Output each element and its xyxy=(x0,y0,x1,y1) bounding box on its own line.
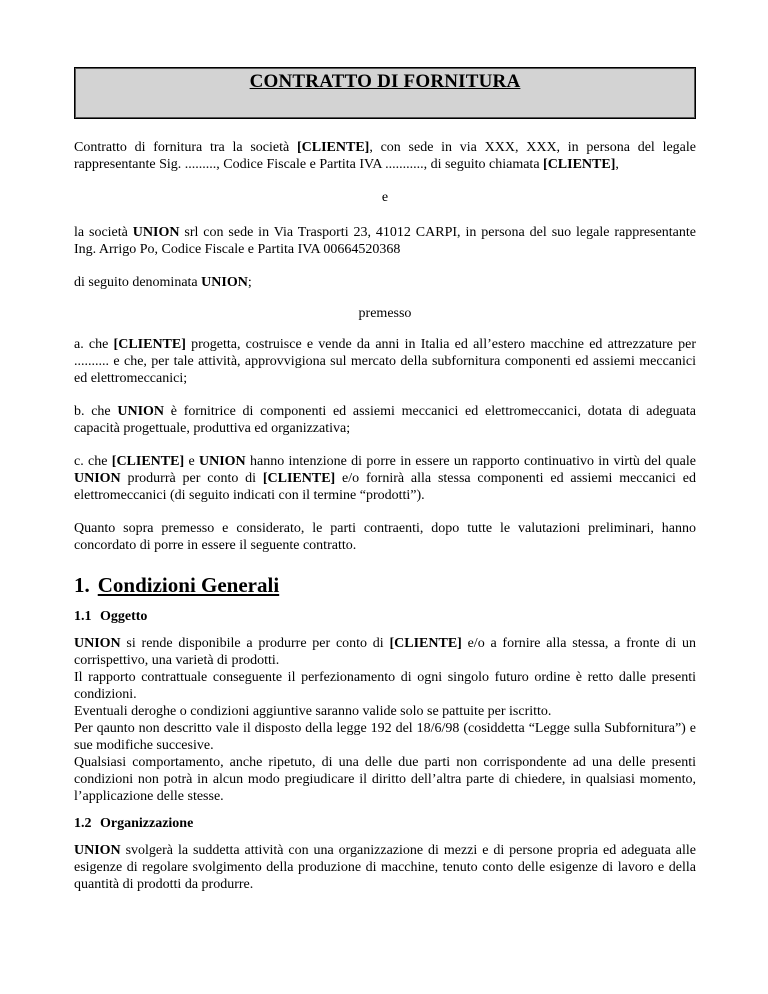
union-name: UNION xyxy=(74,843,121,858)
sub12-paragraph-1 xyxy=(74,842,696,893)
clause-text: c. che xyxy=(74,454,112,469)
party-text: la società xyxy=(74,225,133,240)
sub11-paragraph-4: Per qaunto non descritto vale il disposto della legge 192 del 18/6/98 (cosiddetta “Legge sulla Subfornitura”) e sue modifiche succesive. xyxy=(74,721,696,753)
section-1-heading xyxy=(74,572,696,598)
party-text: srl con sede in Via Trasporti 23, 41012 CARPI, in persona del suo legale rappresentante Ing. Arrigo Po, Codice Fiscale e Partita IVA 00664520368 xyxy=(74,225,696,257)
client-name: [CLIENTE] xyxy=(543,157,616,172)
section-number: 1. xyxy=(74,573,90,597)
client-name: [CLIENTE] xyxy=(389,636,462,651)
document-page xyxy=(74,67,696,893)
sub11-paragraph-5: Qualsiasi comportamento, anche ripetuto, di una delle due parti non corrispondente ad una delle presenti condizioni non potrà in alcun modo pregiudicare il diritto dell’altra parte di chiedere, in qualsiasi momento, l’applicazione delle stesse. xyxy=(74,755,696,804)
body-text: e/o a fornire alla stessa, a fronte di un corrispettivo, una varietà di prodotti. xyxy=(74,636,696,668)
clause-text: e xyxy=(184,454,199,469)
intro-paragraph xyxy=(74,139,696,173)
sub11-paragraph-1 xyxy=(74,635,696,669)
subsection-1-1-heading xyxy=(74,608,696,625)
subsection-1-2-heading xyxy=(74,815,696,832)
subsection-title: Organizzazione xyxy=(100,816,194,831)
clause-b xyxy=(74,403,696,437)
section-title: Condizioni Generali xyxy=(97,573,280,597)
clause-text: hanno intenzione di porre in essere un rapporto continuativo in virtù del quale xyxy=(245,454,696,469)
union-name: UNION xyxy=(132,225,180,240)
body-text: si rende disponibile a produrre per conto di xyxy=(120,636,390,651)
title-box xyxy=(74,67,696,119)
intro-text: Contratto di fornitura tra la società xyxy=(74,140,297,155)
subsection-number: 1.2 xyxy=(74,816,92,831)
conclusion-paragraph: Quanto sopra premesso e considerato, le parti contraenti, dopo tutte le valutazioni preliminari, hanno concordato di porre in essere il seguente contratto. xyxy=(74,521,696,553)
sub11-paragraph-3: Eventuali deroghe o condizioni aggiuntive saranno valide solo se pattuite per iscritto. xyxy=(74,704,552,719)
document-title: CONTRATTO DI FORNITURA xyxy=(249,71,521,92)
clause-text: a. che xyxy=(74,337,114,352)
clause-text: è fornitrice di componenti ed assiemi meccanici ed elettromeccanici, dotata di adeguata capacità progettuale, produttiva ed organizzativa; xyxy=(74,404,696,436)
union-name: UNION xyxy=(74,636,121,651)
denominata-paragraph xyxy=(74,274,696,291)
client-name: [CLIENTE] xyxy=(111,454,185,469)
client-name: [CLIENTE] xyxy=(296,140,370,155)
premesso-heading: premesso xyxy=(358,306,412,321)
subsection-number: 1.1 xyxy=(74,609,92,624)
sub11-paragraph-2: Il rapporto contrattuale conseguente il perfezionamento di ogni singolo futuro ordine è retto dalle presenti condizioni. xyxy=(74,670,696,702)
clause-text: e/o fornirà alla stessa componenti ed assiemi meccanici ed elettromeccanici (di seguito indicati con il termine “prodotti”). xyxy=(74,471,696,503)
clause-text: b. che xyxy=(74,404,118,419)
union-name: UNION xyxy=(201,275,248,290)
denominata-text: ; xyxy=(247,275,252,290)
client-name: [CLIENTE] xyxy=(113,337,186,352)
clause-text: produrrà per conto di xyxy=(120,471,263,486)
denominata-text: di seguito denominata xyxy=(74,275,202,290)
clause-c xyxy=(74,453,696,504)
union-party-paragraph xyxy=(74,224,696,258)
intro-text: , con sede in via XXX, XXX, in persona del legale rappresentante Sig. ........., Codice Fiscale e Partita IVA ..........., di seguito chiamata xyxy=(74,140,696,172)
body-text: svolgerà la suddetta attività con una organizzazione di mezzi e di persone propria ed adeguata alle esigenze di regolare svolgimento della produzione di macchine, tenuto conto delle esigenze di lavoro e della quantità di prodotti da produrre. xyxy=(74,843,696,892)
union-name: UNION xyxy=(199,454,246,469)
union-name: UNION xyxy=(117,404,165,419)
union-name: UNION xyxy=(74,471,121,486)
subsection-title: Oggetto xyxy=(100,609,148,624)
conjunction-e: e xyxy=(381,190,389,205)
intro-text: , xyxy=(615,157,619,172)
client-name: [CLIENTE] xyxy=(262,471,336,486)
clause-text: progetta, costruisce e vende da anni in Italia ed all’estero macchine ed attrezzature per .......... e che, per tale attività, approvvigiona sul mercato della subfornitura componenti ed assiemi meccanici ed elettromeccanici; xyxy=(74,337,696,386)
clause-a xyxy=(74,336,696,387)
